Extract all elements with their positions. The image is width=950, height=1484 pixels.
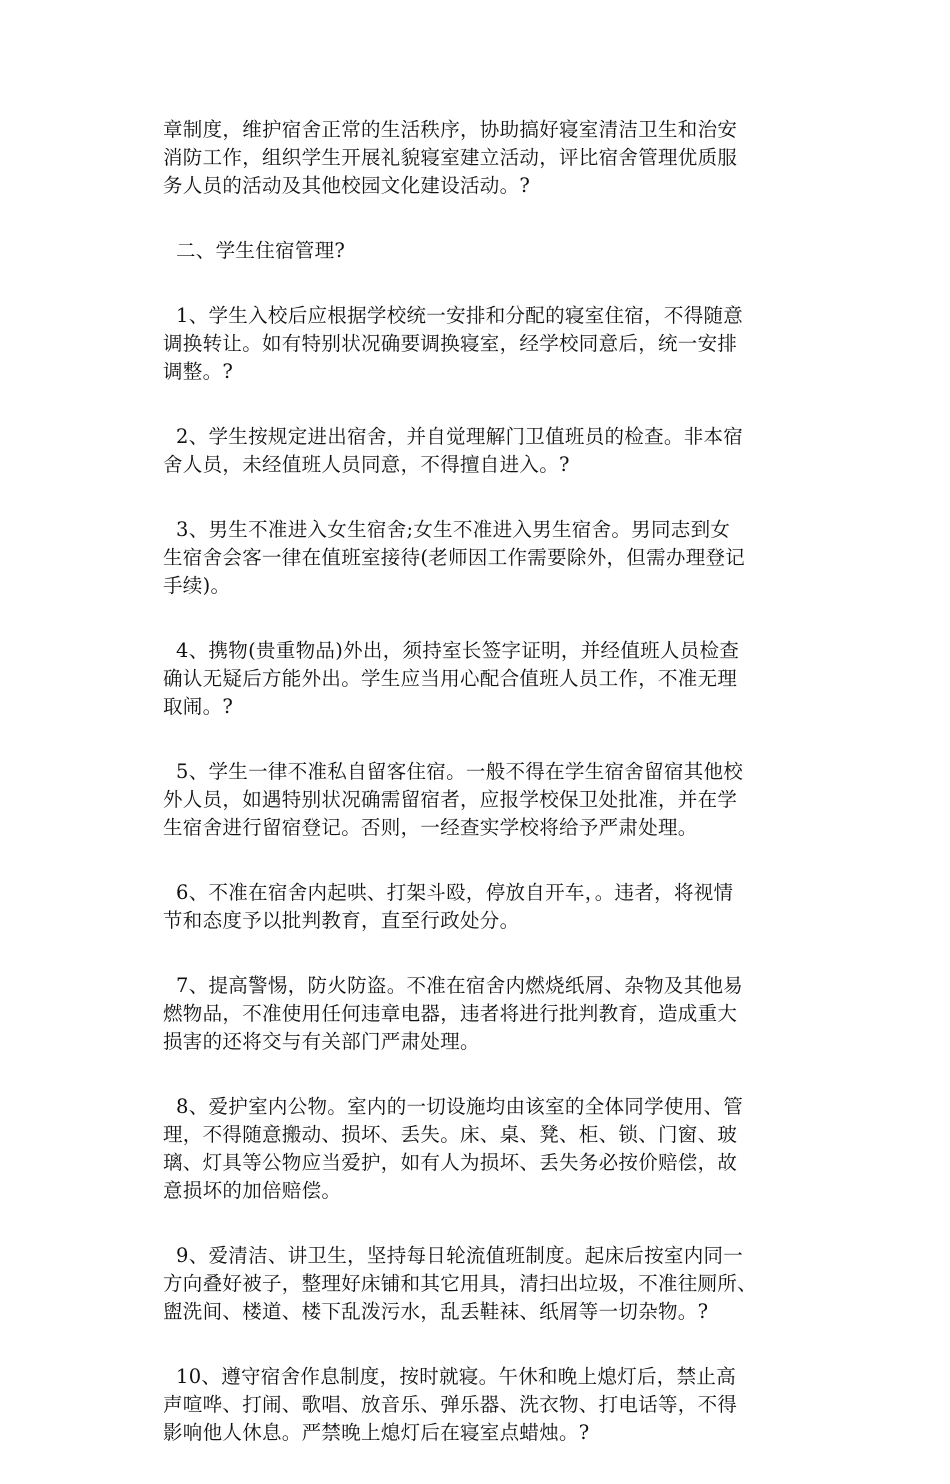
text-line: 章制度，维护宿舍正常的生活秩序，协助搞好寝室清洁卫生和治安 [163, 118, 738, 141]
text-line: 声喧哗、打闹、歌唱、放音乐、弹乐器、洗衣物、打电话等，不得 [163, 1393, 738, 1416]
text-line: 生宿舍会客一律在值班室接待(老师因工作需要除外，但需办理登记 [163, 546, 746, 569]
text-line: 方向叠好被子，整理好床铺和其它用具，清扫出垃圾，不准往厕所、 [163, 1272, 758, 1295]
text-line: 损害的还将交与有关部门严肃处理。 [163, 1030, 480, 1053]
rule-item-6 [163, 879, 813, 935]
text-line: 务人员的活动及其他校园文化建设活动。? [163, 174, 531, 197]
text-line: 外人员，如遇特别状况确需留宿者，应报学校保卫处批准，并在学 [163, 788, 738, 811]
text-line: 消防工作，组织学生开展礼貌寝室建立活动，评比宿舍管理优质服 [163, 146, 738, 169]
text-line: 10、遵守宿舍作息制度，按时就寝。午休和晚上熄灯后，禁止高 [163, 1365, 737, 1388]
text-line: 影响他人休息。严禁晚上熄灯后在寝室点蜡烛。? [163, 1421, 590, 1444]
text-line: 燃物品，不准使用任何违章电器，违者将进行批判教育，造成重大 [163, 1002, 738, 1025]
rule-item-8 [163, 1093, 813, 1205]
text-line: 确认无疑后方能外出。学生应当用心配合值班人员工作，不准无理 [163, 667, 738, 690]
paragraph-intro-continuation [163, 116, 813, 200]
text-line: 7、提高警惕，防火防盗。不准在宿舍内燃烧纸屑、杂物及其他易 [163, 974, 744, 997]
text-line: 4、携物(贵重物品)外出，须持室长签字证明，并经值班人员检查 [163, 639, 740, 662]
text-line: 调整。? [163, 360, 234, 383]
text-line: 8、爱护室内公物。室内的一切设施均由该室的全体同学使用、管 [163, 1095, 744, 1118]
text-line: 意损坏的加倍赔偿。 [163, 1179, 342, 1202]
rule-item-10 [163, 1363, 813, 1447]
text-line: 9、爱清洁、讲卫生，坚持每日轮流值班制度。起床后按室内同一 [163, 1244, 744, 1267]
text-line: 盥洗间、楼道、楼下乱泼污水，乱丢鞋袜、纸屑等一切杂物。? [163, 1300, 709, 1323]
rule-item-7 [163, 972, 813, 1056]
text-line: 5、学生一律不准私自留客住宿。一般不得在学生宿舍留宿其他校 [163, 760, 744, 783]
text-line: 理，不得随意搬动、损坏、丢失。床、桌、凳、柜、锁、门窗、玻 [163, 1123, 738, 1146]
section-heading [163, 237, 813, 265]
rule-item-9 [163, 1242, 813, 1326]
text-line: 6、不准在宿舍内起哄、打架斗殴，停放自开车，。违者，将视情 [163, 881, 734, 904]
text-line: 手续)。 [163, 574, 231, 597]
text-line: 1、学生入校后应根据学校统一安排和分配的寝室住宿，不得随意 [163, 304, 744, 327]
heading-text: 二、学生住宿管理? [163, 239, 346, 262]
text-line: 生宿舍进行留宿登记。否则，一经查实学校将给予严肃处理。 [163, 816, 698, 839]
rule-item-4 [163, 637, 813, 721]
text-line: 节和态度予以批判教育，直至行政处分。 [163, 909, 520, 932]
text-line: 取闹。? [163, 695, 234, 718]
document-body [163, 116, 813, 1484]
text-line: 舍人员，未经值班人员同意，不得擅自进入。? [163, 453, 570, 476]
text-line: 璃、灯具等公物应当爱护，如有人为损坏、丢失务必按价赔偿，故 [163, 1151, 738, 1174]
rule-item-2 [163, 423, 813, 479]
text-line: 2、学生按规定进出宿舍，并自觉理解门卫值班员的检查。非本宿 [163, 425, 744, 448]
text-line: 3、男生不准进入女生宿舍;女生不准进入男生宿舍。男同志到女 [163, 518, 731, 541]
rule-item-1 [163, 302, 813, 386]
rule-item-3 [163, 516, 813, 600]
text-line: 调换转让。如有特别状况确要调换寝室，经学校同意后，统一安排 [163, 332, 738, 355]
rule-item-5 [163, 758, 813, 842]
